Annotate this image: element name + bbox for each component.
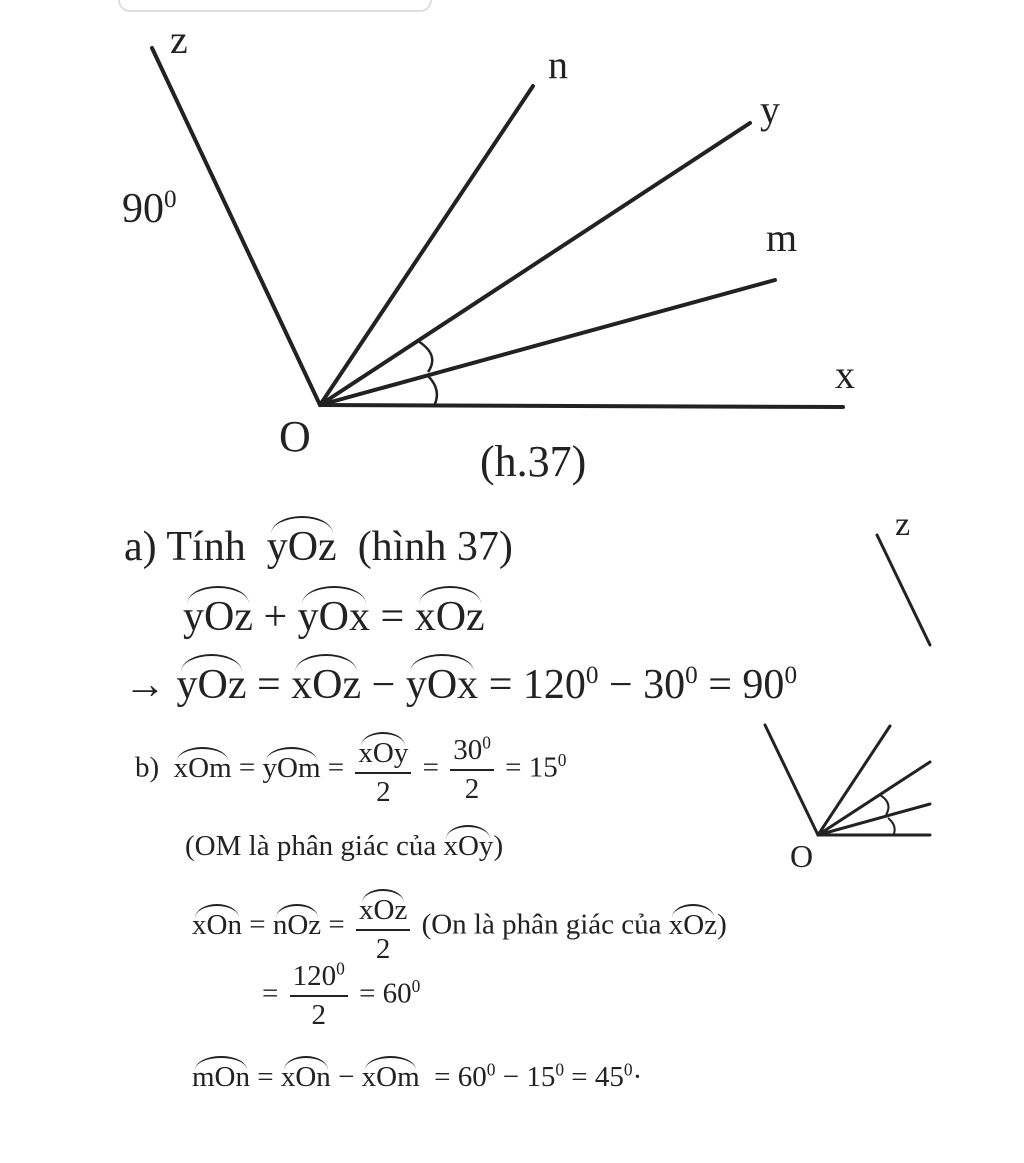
part-b-row-4: = $\frac{120^0}{2}$ = $60^0$ <box>262 958 421 1031</box>
side-arc-1 <box>880 795 888 815</box>
part-a-line-1: a) Tính yOz (hình 37) <box>124 518 513 568</box>
ray-oy <box>320 123 750 405</box>
side-label-z: z <box>895 506 911 543</box>
side-ray-3 <box>818 762 930 835</box>
fraction-120-2: $\frac{120^0}{2}$ <box>290 962 348 1030</box>
side-arc-2 <box>888 818 895 836</box>
part-a-line-2: yOz + yOx = xOz <box>183 588 485 638</box>
figure-caption: (h.37) <box>480 437 587 486</box>
label-x: x <box>835 352 855 397</box>
part-b-row-1: b) xOm = yOm = $\frac{\text{xOy}}{2}$ = $\frac{30^0}{2}$ = $15^0$ <box>135 732 567 808</box>
part-b-row-3: xOn = nOz = $\frac{\text{xOz}}{2}$ (On là phân giác của xOz) <box>192 890 727 964</box>
ray-om <box>320 280 775 405</box>
ray-oz <box>152 48 320 405</box>
label-o: O <box>279 412 311 461</box>
angle-yoz: yOz <box>267 518 337 568</box>
arc-mark-2 <box>428 376 437 406</box>
part-b-row-2: (OM là phân giác của xOy) <box>185 826 503 861</box>
part-a-line-3: → yOz = xOz − yOx = $120^0 - 30^0 = 90^0$ <box>124 656 797 706</box>
side-label-o: O <box>790 838 814 874</box>
ray-ox <box>320 405 843 407</box>
fraction-xoy-2: $\frac{\text{xOy}}{2}$ <box>355 733 411 807</box>
label-z: z <box>170 17 188 62</box>
label-y: y <box>760 87 780 132</box>
label-m: m <box>766 215 798 260</box>
fraction-xoz-2: $\frac{\text{xOz}}{2}$ <box>356 890 410 964</box>
label-n: n <box>548 42 568 87</box>
part-b-row-5: mOn = xOn − xOm = $60^0 - 15^0 = 45^0\cdot$ <box>192 1057 642 1092</box>
fraction-30-2: $\frac{30^0}{2}$ <box>450 736 494 804</box>
arc-mark-1 <box>418 341 432 372</box>
side-ray-1 <box>765 725 818 835</box>
side-ray-z <box>877 535 930 645</box>
label-angle-90: $90^0$ <box>122 186 177 232</box>
